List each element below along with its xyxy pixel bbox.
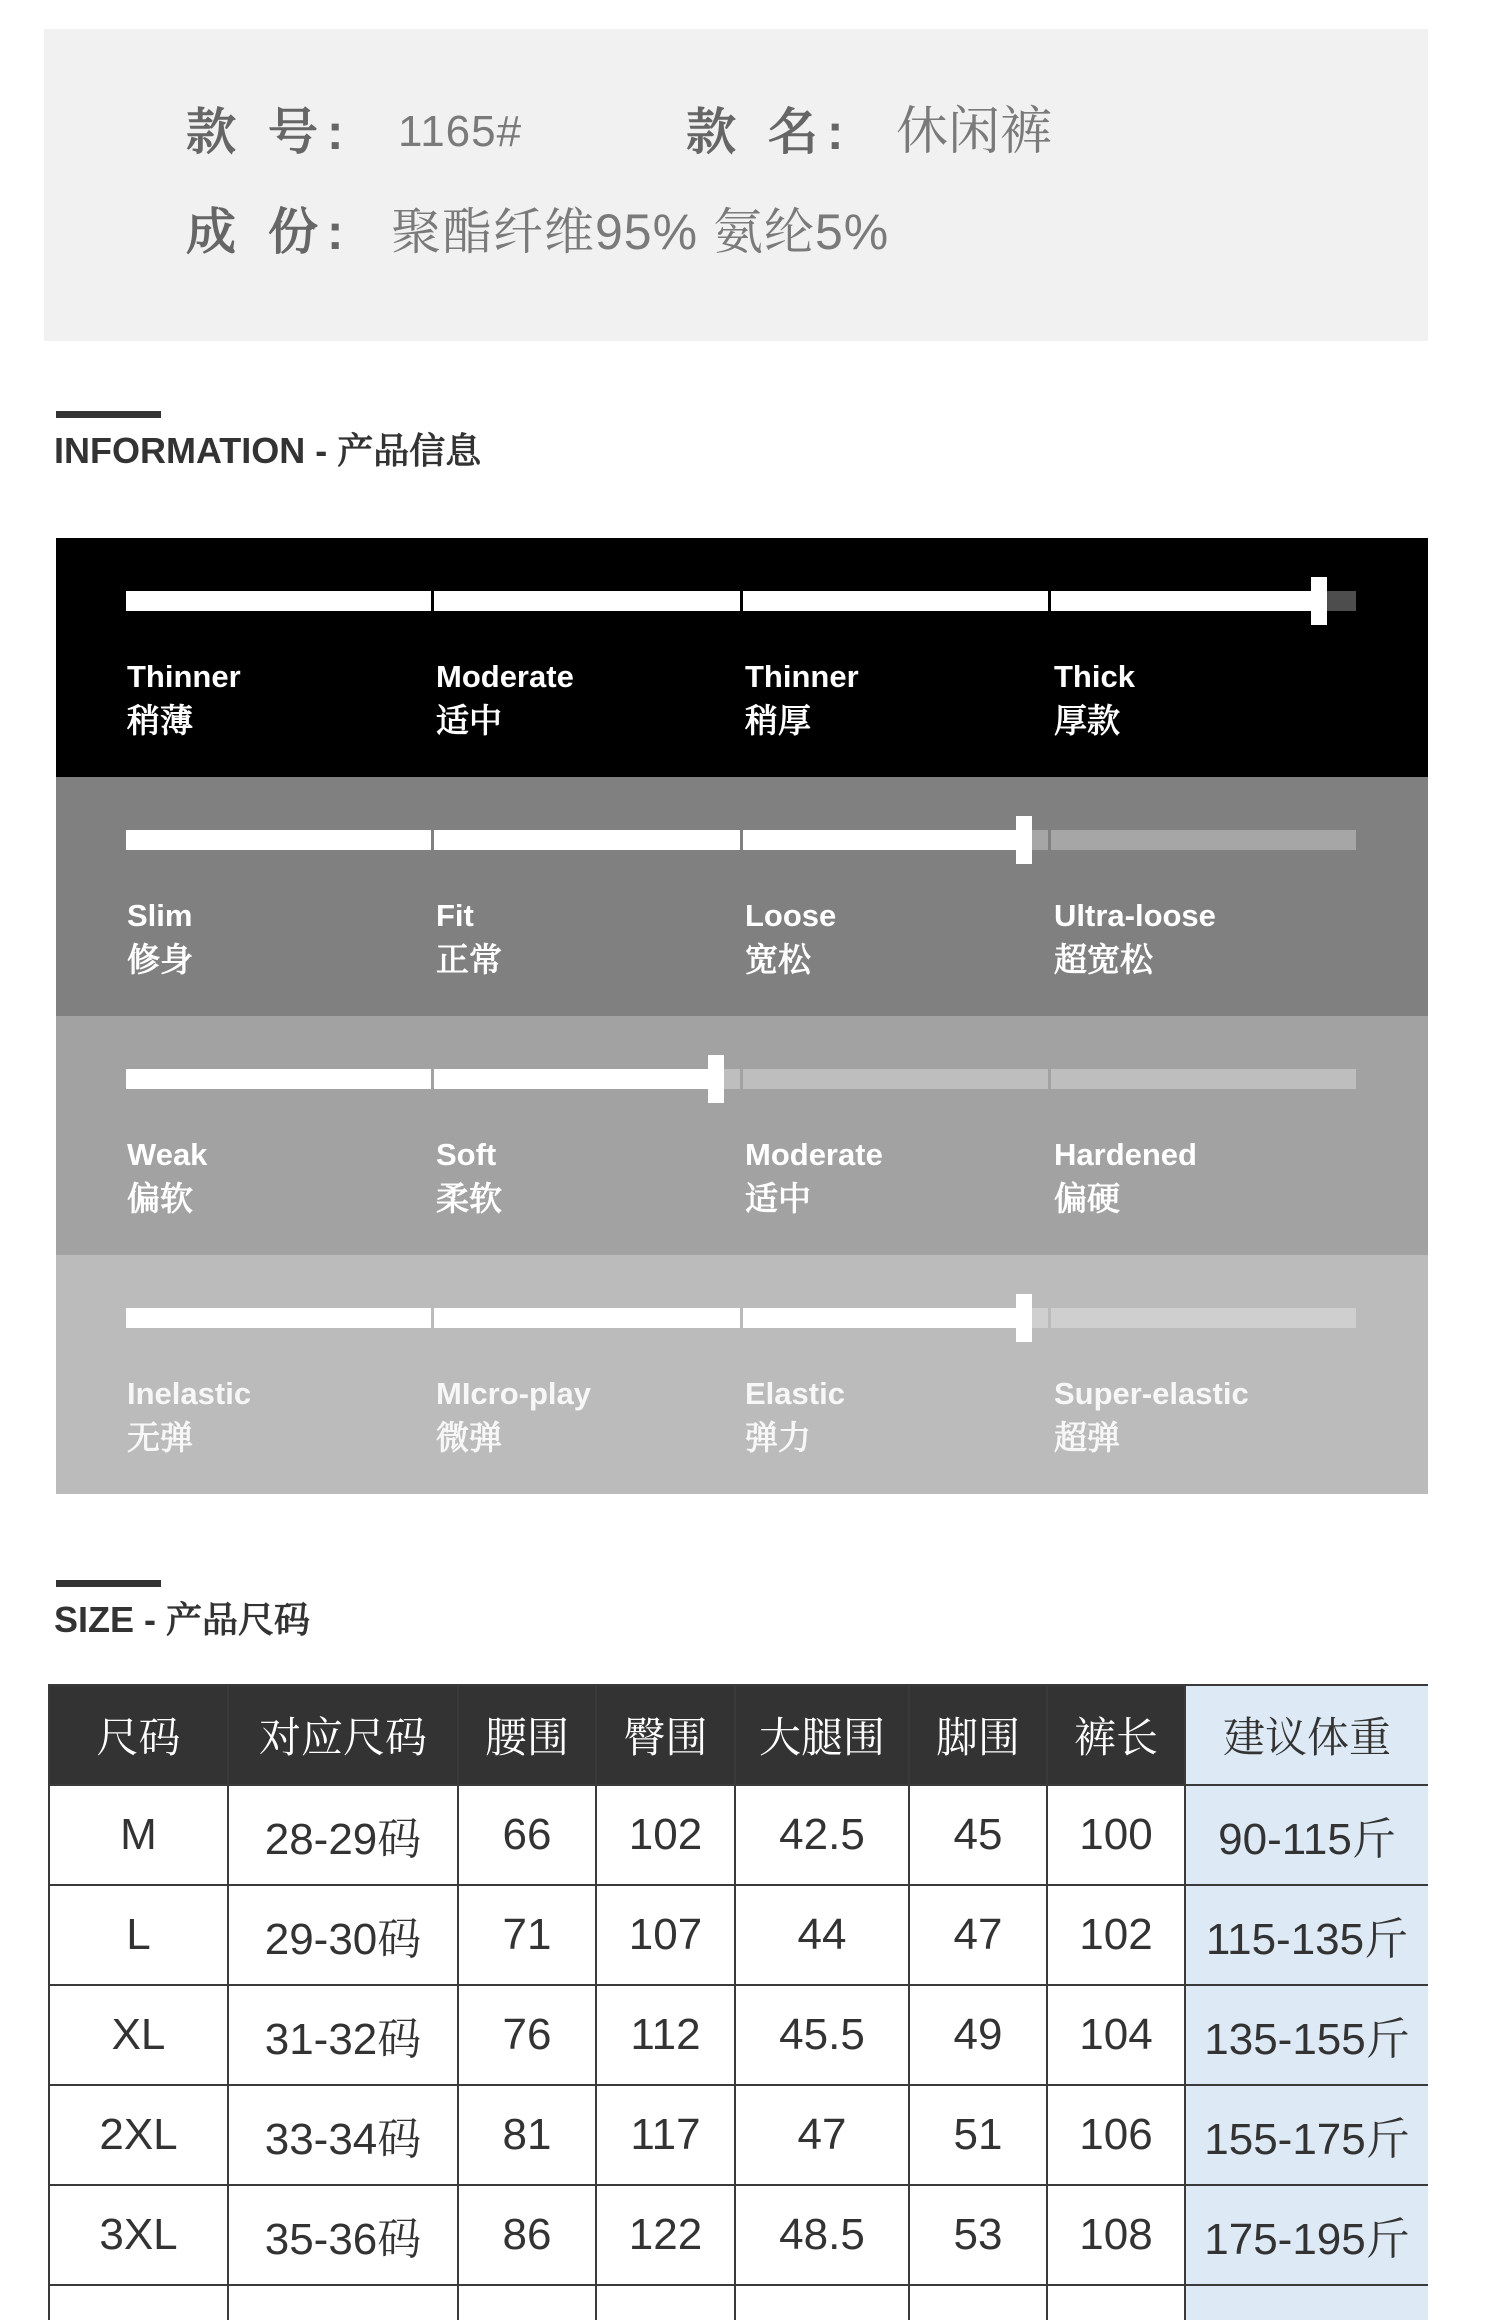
section-title-information: INFORMATION - 产品信息 (54, 430, 482, 471)
table-cell: 115-135斤 (1185, 1885, 1428, 1985)
scale-option (127, 1376, 436, 1457)
scale-option-zh: 正常 (436, 941, 502, 978)
table-cell: 31-32码 (228, 1985, 458, 2085)
table-cell: 45.5 (735, 1985, 909, 2085)
scale-segment (434, 830, 739, 850)
table-cell: 45 (909, 1785, 1047, 1885)
table-cell: 122 (596, 2185, 735, 2285)
table-cell: 42.5 (735, 1785, 909, 1885)
table-cell: 53 (909, 2185, 1047, 2285)
scale-options (127, 898, 1363, 979)
scale-row (56, 538, 1428, 777)
table-cell: 76 (458, 1985, 596, 2085)
table-cell: 108 (1047, 2185, 1185, 2285)
scale-option-en: Elastic (745, 1376, 845, 1411)
table-cell: 81 (458, 2085, 596, 2185)
scale-option (745, 898, 1054, 979)
table-cell (1185, 2285, 1428, 2320)
scale-option-en: Thinner (127, 659, 241, 694)
scale-fill (434, 1308, 739, 1328)
table-row (49, 2185, 1428, 2285)
scale-option-zh: 微弹 (436, 1419, 502, 1456)
scale-track (126, 591, 1356, 611)
scale-row (56, 1016, 1428, 1255)
table-cell: 47 (909, 1885, 1047, 1985)
scale-option-zh: 适中 (745, 1180, 811, 1217)
scale-option-en: Ultra-loose (1054, 898, 1216, 933)
table-cell: 48.5 (735, 2185, 909, 2285)
table-cell: 47 (735, 2085, 909, 2185)
table-row (49, 1985, 1428, 2085)
table-row-partial (49, 2285, 1428, 2320)
scale-segment (126, 1069, 431, 1089)
scale-option-en: Thinner (745, 659, 859, 694)
scale-option-zh: 弹力 (745, 1419, 811, 1456)
scale-segment (1051, 1069, 1356, 1089)
scale-option (1054, 1137, 1363, 1218)
scale-option (1054, 898, 1363, 979)
scale-track (126, 1069, 1356, 1089)
scale-track (126, 830, 1356, 850)
scale-segment (1051, 1308, 1356, 1328)
table-cell (909, 2285, 1047, 2320)
table-cell: 33-34码 (228, 2085, 458, 2185)
scale-fill (126, 1308, 431, 1328)
table-cell: 28-29码 (228, 1785, 458, 1885)
scale-fill (126, 830, 431, 850)
scale-option-zh: 超弹 (1054, 1419, 1120, 1456)
table-cell: 135-155斤 (1185, 1985, 1428, 2085)
column-header: 裤长 (1047, 1685, 1185, 1785)
scale-segment (126, 591, 431, 611)
scale-option-zh: 稍薄 (127, 702, 193, 739)
composition-value: 聚酯纤维95% 氨纶5% (391, 204, 890, 260)
table-cell: 29-30码 (228, 1885, 458, 1985)
scale-option (127, 898, 436, 979)
scale-segment (434, 591, 739, 611)
scale-marker (1016, 1294, 1032, 1342)
scale-segment (434, 1069, 739, 1089)
table-cell: 106 (1047, 2085, 1185, 2185)
scale-option-zh: 超宽松 (1054, 941, 1153, 978)
section-accent-bar (56, 1580, 161, 1587)
table-cell: 3XL (49, 2185, 228, 2285)
table-cell: 90-115斤 (1185, 1785, 1428, 1885)
scale-segment (743, 591, 1048, 611)
scale-marker (1311, 577, 1327, 625)
scale-fill (434, 830, 739, 850)
scale-option-zh: 厚款 (1054, 702, 1120, 739)
scale-option-en: Moderate (745, 1137, 883, 1172)
scale-option (745, 1137, 1054, 1218)
scale-segment (126, 830, 431, 850)
table-row (49, 1785, 1428, 1885)
scale-fill (743, 591, 1048, 611)
table-cell: 44 (735, 1885, 909, 1985)
scale-options (127, 659, 1363, 740)
table-cell: 102 (596, 1785, 735, 1885)
scale-option-en: Slim (127, 898, 193, 933)
scale-option-en: Soft (436, 1137, 497, 1172)
scale-options (127, 1137, 1363, 1218)
table-cell: 117 (596, 2085, 735, 2185)
style-no-label: 款 号: (186, 104, 353, 160)
table-row (49, 2085, 1428, 2185)
table-cell: 175-195斤 (1185, 2185, 1428, 2285)
scale-option-zh: 无弹 (127, 1419, 193, 1456)
table-cell: XL (49, 1985, 228, 2085)
table-cell (228, 2285, 458, 2320)
table-cell: M (49, 1785, 228, 1885)
column-header: 脚围 (909, 1685, 1047, 1785)
table-cell: 71 (458, 1885, 596, 1985)
column-header: 臀围 (596, 1685, 735, 1785)
scale-option (127, 1137, 436, 1218)
table-cell (1047, 2285, 1185, 2320)
table-cell: 35-36码 (228, 2185, 458, 2285)
composition-label: 成 份: (186, 204, 353, 260)
table-cell: 86 (458, 2185, 596, 2285)
scale-option (436, 898, 745, 979)
style-name-value: 休闲裤 (896, 103, 1053, 161)
scale-row (56, 1255, 1428, 1494)
scale-option (745, 1376, 1054, 1457)
scale-option (436, 1137, 745, 1218)
column-header: 腰围 (458, 1685, 596, 1785)
column-header: 建议体重 (1185, 1685, 1428, 1785)
table-body (49, 1785, 1428, 2320)
scale-segment (1051, 830, 1356, 850)
scale-fill (743, 830, 1024, 850)
scale-option-en: Super-elastic (1054, 1376, 1249, 1411)
scale-option-zh: 偏硬 (1054, 1180, 1120, 1217)
table-cell: 155-175斤 (1185, 2085, 1428, 2185)
scale-option (1054, 659, 1363, 740)
scale-option (745, 659, 1054, 740)
table-cell: 102 (1047, 1885, 1185, 1985)
scale-segment (743, 1308, 1048, 1328)
scale-option-en: Moderate (436, 659, 574, 694)
scale-fill (434, 591, 739, 611)
scale-segment (126, 1308, 431, 1328)
table-header-row (49, 1685, 1428, 1785)
scale-option-zh: 柔软 (436, 1180, 502, 1217)
scale-option (436, 659, 745, 740)
scale-option-en: MIcro-play (436, 1376, 592, 1411)
table-cell: L (49, 1885, 228, 1985)
scale-option-en: Hardened (1054, 1137, 1197, 1172)
scale-fill (126, 1069, 431, 1089)
scale-fill (1051, 591, 1320, 611)
style-no-value: 1165# (398, 107, 523, 156)
size-table-wrapper (48, 1684, 1428, 2320)
scale-option (436, 1376, 745, 1457)
scale-option-en: Inelastic (127, 1376, 252, 1411)
scale-segment (743, 1069, 1048, 1089)
scale-track (126, 1308, 1356, 1328)
scale-fill (126, 591, 431, 611)
table-cell: 107 (596, 1885, 735, 1985)
scale-option-en: Loose (745, 898, 837, 933)
info-panel (56, 538, 1428, 1494)
column-header: 尺码 (49, 1685, 228, 1785)
section-accent-bar (56, 411, 161, 418)
scale-option-zh: 适中 (436, 702, 502, 739)
table-cell: 100 (1047, 1785, 1185, 1885)
scale-option-en: Thick (1054, 659, 1135, 694)
table-row (49, 1885, 1428, 1985)
table-cell: 49 (909, 1985, 1047, 2085)
scale-option-en: Weak (127, 1137, 208, 1172)
scale-fill (434, 1069, 715, 1089)
table-cell (735, 2285, 909, 2320)
scale-row (56, 777, 1428, 1016)
scale-options (127, 1376, 1363, 1457)
style-name-label: 款 名: (686, 104, 853, 160)
scale-fill (743, 1308, 1024, 1328)
scale-option-zh: 修身 (127, 941, 193, 978)
scale-marker (708, 1055, 724, 1103)
scale-marker (1016, 816, 1032, 864)
table-cell: 66 (458, 1785, 596, 1885)
table-cell: 51 (909, 2085, 1047, 2185)
table-cell: 2XL (49, 2085, 228, 2185)
table-cell: 104 (1047, 1985, 1185, 2085)
scale-option (1054, 1376, 1363, 1457)
table-cell (458, 2285, 596, 2320)
scale-option (127, 659, 436, 740)
scale-option-en: Fit (436, 898, 474, 933)
scale-segment (434, 1308, 739, 1328)
spec-box (44, 29, 1428, 341)
size-table (48, 1684, 1428, 2320)
column-header: 对应尺码 (228, 1685, 458, 1785)
scale-option-zh: 偏软 (127, 1180, 193, 1217)
scale-segment (743, 830, 1048, 850)
table-cell: 112 (596, 1985, 735, 2085)
scale-option-zh: 稍厚 (745, 702, 811, 739)
section-title-size: SIZE - 产品尺码 (54, 1599, 311, 1640)
scale-option-zh: 宽松 (745, 941, 811, 978)
column-header: 大腿围 (735, 1685, 909, 1785)
table-cell (596, 2285, 735, 2320)
table-cell (49, 2285, 228, 2320)
